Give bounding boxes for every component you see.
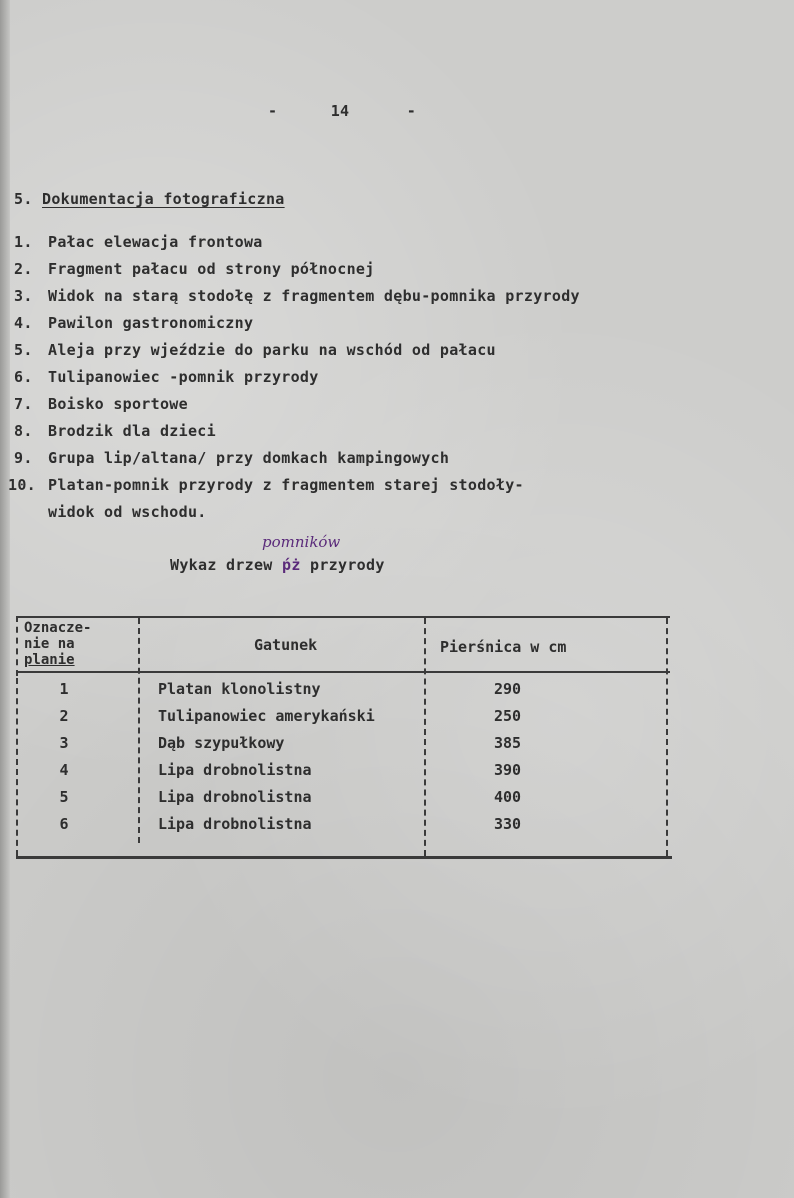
page-number-dash-right: - bbox=[406, 102, 417, 120]
list-item bbox=[14, 233, 263, 251]
list-item-number: 9. bbox=[14, 449, 33, 467]
header-id-line2: nie na bbox=[24, 636, 75, 652]
list-item bbox=[14, 449, 449, 467]
row-girth: 390 bbox=[494, 761, 522, 779]
page-number-dash-left: - bbox=[268, 102, 278, 120]
row-species: Dąb szypułkowy bbox=[158, 734, 285, 752]
header-id-line3: planie bbox=[24, 652, 75, 668]
row-species: Lipa drobnolistna bbox=[158, 788, 312, 806]
row-girth: 385 bbox=[494, 734, 522, 752]
row-species: Lipa drobnolistna bbox=[158, 815, 312, 833]
list-item-number: 2. bbox=[14, 260, 33, 278]
section-number: 5. bbox=[14, 190, 33, 208]
list-item-number: 8. bbox=[14, 422, 33, 440]
row-id: 6 bbox=[59, 815, 69, 833]
list-item bbox=[14, 260, 375, 278]
handwritten-annotation: pomników bbox=[262, 533, 341, 551]
table-right-rule bbox=[666, 618, 668, 856]
list-item-text: Aleja przy wjeździe do parku na wschód od pałacu bbox=[48, 341, 496, 359]
list-item-number: 1. bbox=[14, 233, 33, 251]
row-id: 2 bbox=[59, 707, 69, 725]
row-id: 3 bbox=[59, 734, 69, 752]
list-item-text: Boisko sportowe bbox=[48, 395, 188, 413]
table-title-right: przyrody bbox=[310, 556, 385, 574]
list-item bbox=[14, 341, 496, 359]
list-item bbox=[14, 395, 188, 413]
list-item-number: 10. bbox=[8, 476, 36, 494]
list-item bbox=[14, 314, 253, 332]
list-item-number: 7. bbox=[14, 395, 33, 413]
page-number bbox=[268, 102, 416, 120]
row-girth: 330 bbox=[494, 815, 522, 833]
row-id: 5 bbox=[59, 788, 69, 806]
header-id-line1: Oznacze- bbox=[24, 620, 92, 636]
table-top-rule bbox=[16, 616, 670, 618]
table-col1-rule bbox=[138, 618, 140, 843]
list-item-text: Tulipanowiec -pomnik przyrody bbox=[48, 368, 319, 386]
table-header-rule bbox=[16, 671, 670, 673]
row-species: Platan klonolistny bbox=[158, 680, 321, 698]
page-edge-shadow bbox=[0, 0, 10, 1198]
section-title: Dokumentacja fotograficzna bbox=[42, 190, 285, 208]
row-id: 1 bbox=[59, 680, 69, 698]
list-item-continuation: widok od wschodu. bbox=[48, 503, 207, 521]
page-number-value: 14 bbox=[330, 102, 350, 120]
list-item-number: 5. bbox=[14, 341, 33, 359]
list-item bbox=[14, 422, 216, 440]
list-item-number: 4. bbox=[14, 314, 33, 332]
list-item-text: Grupa lip/altana/ przy domkach kampingowych bbox=[48, 449, 450, 467]
header-girth: Pierśnica w cm bbox=[440, 638, 567, 656]
list-item bbox=[8, 476, 524, 494]
row-id: 4 bbox=[59, 761, 69, 779]
row-girth: 250 bbox=[494, 707, 522, 725]
list-item-text: Platan-pomnik przyrody z fragmentem starej stodoły- bbox=[48, 476, 524, 494]
row-species: Tulipanowiec amerykański bbox=[158, 707, 375, 725]
list-item bbox=[14, 287, 580, 305]
list-item-number: 3. bbox=[14, 287, 33, 305]
section-heading bbox=[14, 190, 285, 208]
table-title bbox=[170, 556, 385, 574]
list-item-text: Fragment pałacu od strony północnej bbox=[48, 260, 375, 278]
table-left-rule-header bbox=[16, 616, 18, 676]
list-item-text: Brodzik dla dzieci bbox=[48, 422, 216, 440]
trees-table bbox=[16, 616, 672, 862]
row-girth: 400 bbox=[494, 788, 522, 806]
list-item bbox=[14, 368, 319, 386]
row-girth: 290 bbox=[494, 680, 522, 698]
list-item-text: Pawilon gastronomiczny bbox=[48, 314, 254, 332]
header-species: Gatunek bbox=[254, 636, 318, 654]
list-item-text: Widok na starą stodołę z fragmentem dębu-pomnika przyrody bbox=[48, 287, 580, 305]
table-bottom-rule bbox=[16, 856, 672, 859]
insertion-mark: ṕż bbox=[281, 556, 301, 574]
table-col2-rule bbox=[424, 618, 426, 856]
row-species: Lipa drobnolistna bbox=[158, 761, 312, 779]
table-title-left: Wykaz drzew bbox=[170, 556, 273, 574]
list-item-text: Pałac elewacja frontowa bbox=[48, 233, 263, 251]
list-item-number: 6. bbox=[14, 368, 33, 386]
table-left-rule bbox=[16, 678, 18, 856]
